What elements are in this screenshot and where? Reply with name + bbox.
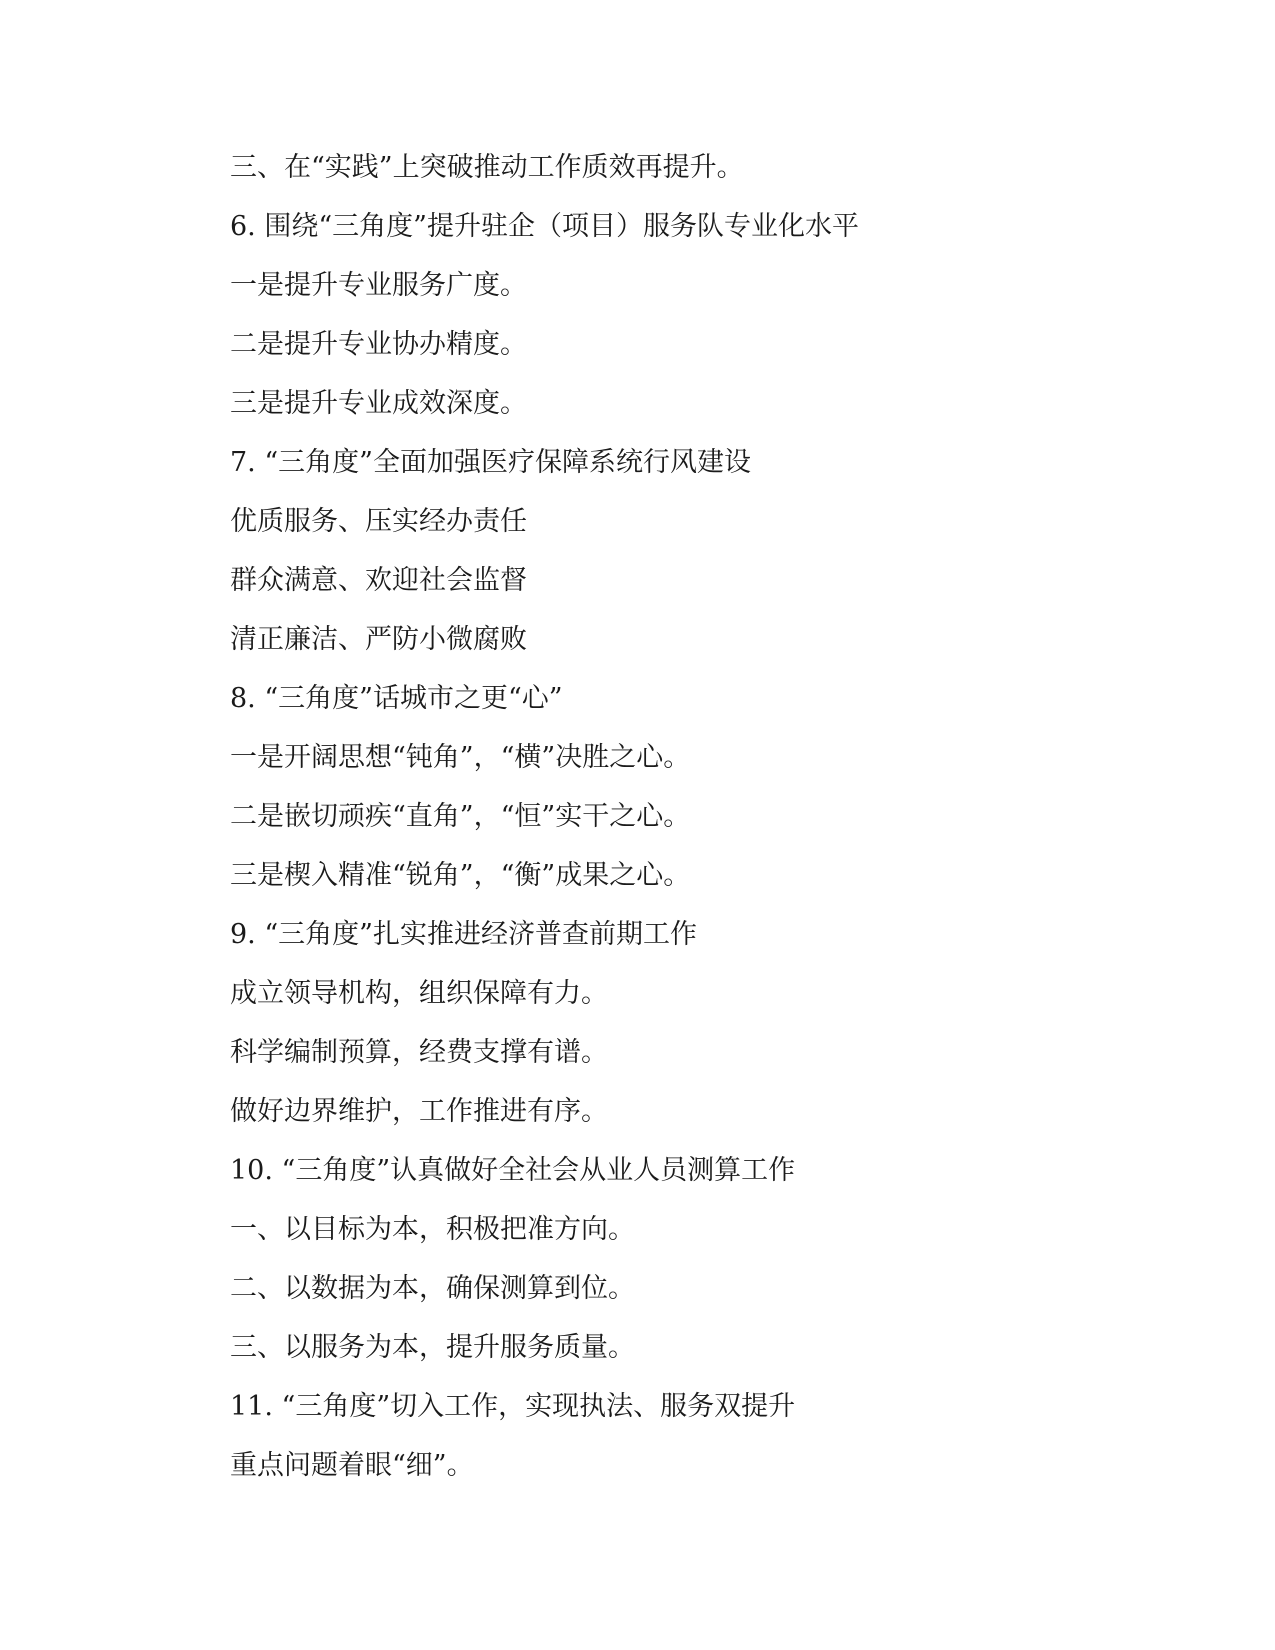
text-line: 一、以目标为本，积极把准方向。: [230, 1214, 635, 1245]
text-line: 清正廉洁、严防小微腐败: [230, 624, 527, 655]
text-line: 成立领导机构，组织保障有力。: [230, 978, 608, 1009]
text-line: 一是开阔思想“钝角”，“横”决胜之心。: [230, 742, 691, 773]
text-line: 二、以数据为本，确保测算到位。: [230, 1273, 635, 1304]
text-line: 科学编制预算，经费支撑有谱。: [230, 1037, 608, 1068]
text-line: 重点问题着眼“细”。: [230, 1450, 474, 1481]
item-heading: 7. “三角度”全面加强医疗保障系统行风建设: [230, 447, 751, 478]
text-line: 一是提升专业服务广度。: [230, 270, 527, 301]
item-heading: 11. “三角度”切入工作，实现执法、服务双提升: [230, 1391, 796, 1422]
text-line: 三是提升专业成效深度。: [230, 388, 527, 419]
item-heading: 9. “三角度”扎实推进经济普查前期工作: [230, 919, 697, 950]
item-heading: 10. “三角度”认真做好全社会从业人员测算工作: [230, 1155, 796, 1186]
text-line: 优质服务、压实经办责任: [230, 506, 527, 537]
item-heading: 8. “三角度”话城市之更“心”: [230, 683, 563, 714]
text-line: 三、以服务为本，提升服务质量。: [230, 1332, 635, 1363]
item-heading: 6. 围绕“三角度”提升驻企（项目）服务队专业化水平: [230, 211, 859, 242]
section-heading: 三、在“实践”上突破推动工作质效再提升。: [230, 152, 744, 183]
text-line: 做好边界维护，工作推进有序。: [230, 1096, 608, 1127]
text-line: 二是嵌切顽疾“直角”，“恒”实干之心。: [230, 801, 691, 832]
document-body: [230, 138, 1190, 1495]
text-line: 三是楔入精准“锐角”，“衡”成果之心。: [230, 860, 691, 891]
text-line: 群众满意、欢迎社会监督: [230, 565, 527, 596]
text-line: 二是提升专业协办精度。: [230, 329, 527, 360]
